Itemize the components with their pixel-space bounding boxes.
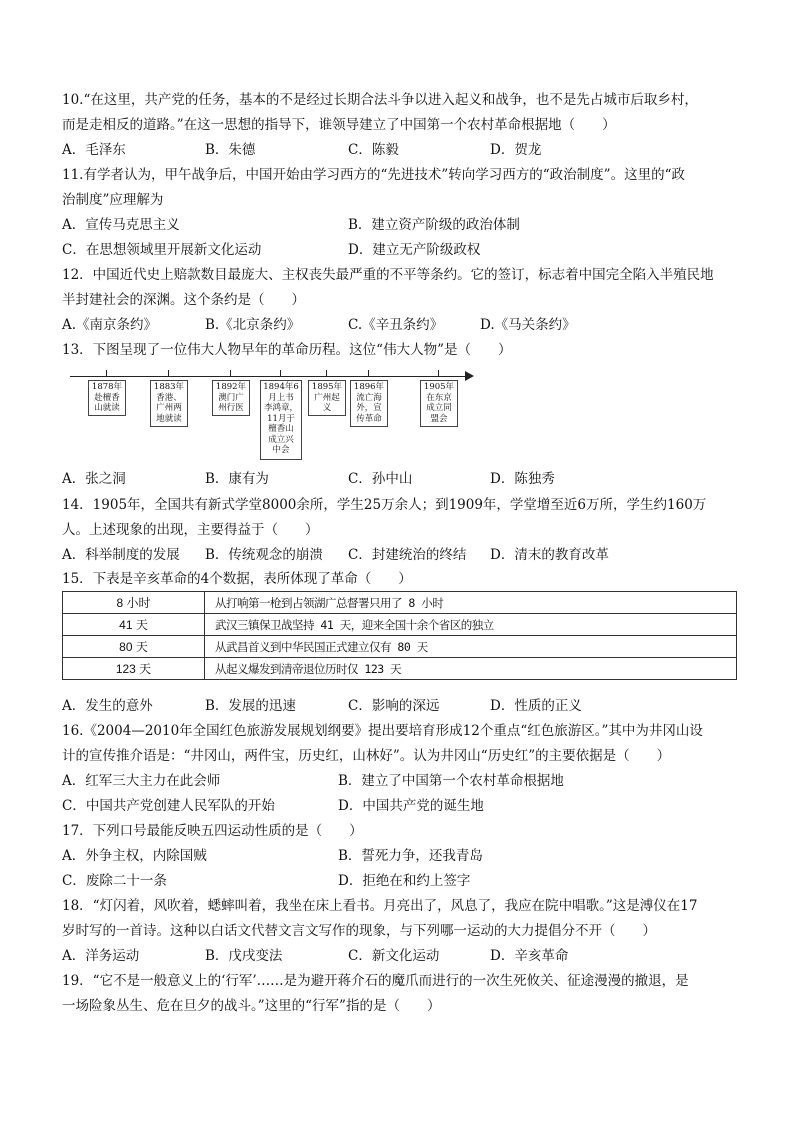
q16-option-a: A．红军三大主力在此会师 [62, 773, 221, 789]
timeline-event: 1905年 在东京 成立同 盟会 [420, 380, 458, 427]
timeline-axis [70, 376, 465, 377]
q15-option-c: C．影响的深远 [348, 698, 440, 714]
q10-stem-line2: 而是走相反的道路。”在这一思想的指导下，谁领导建立了中国第一个农村革命根据地（ ） [62, 117, 616, 133]
table-row [63, 614, 737, 636]
q14-option-a: A．科举制度的发展 [62, 547, 180, 563]
timeline-tick [230, 370, 231, 377]
q12-option-b: B.《北京条约》 [205, 317, 301, 333]
q16-stem-line1: 16.《2004—2010年全国红色旅游发展规划纲要》提出要培育形成12个重点“红色旅游区。”其中为井冈山设 [62, 723, 703, 739]
timeline-tick [438, 370, 439, 377]
q17-option-c: C．废除二十一条 [62, 873, 167, 889]
q19-stem-line2: 一场险象丛生、危在旦夕的战斗。”这里的“行军”指的是（ ） [62, 998, 441, 1014]
q19-stem-line1: 19．“它不是一般意义上的‘行军’……是为避开蒋介石的魔爪而进行的一次生死攸关、征途漫漫的撤退，是 [62, 973, 689, 989]
q18-option-c: C．新文化运动 [348, 948, 440, 964]
q13-option-b: B．康有为 [205, 471, 269, 487]
q10-option-a: A．毛泽东 [62, 142, 126, 158]
timeline-event: 1896年 流亡海 外，宣 传革命 [350, 380, 388, 427]
q12-stem-line1: 12．中国近代史上赔款数目最庞大、主权丧失最严重的不平等条约。它的签订，标志着中国完全陷入半殖民地 [62, 267, 714, 283]
timeline-event: 1883年 香港、 广州两 地就读 [150, 380, 188, 427]
q15-data-table [62, 591, 737, 680]
table-cell-duration: 41 天 [63, 614, 205, 636]
q11-option-b: B．建立资产阶级的政治体制 [348, 217, 520, 233]
q14-option-c: C．封建统治的终结 [348, 547, 467, 563]
q10-option-c: C．陈毅 [348, 142, 399, 158]
q16-option-d: D．中国共产党的诞生地 [338, 798, 484, 814]
q17-option-d: D．拒绝在和约上签字 [338, 873, 471, 889]
timeline-tick [280, 370, 281, 377]
q11-option-a: A．宣传马克思主义 [62, 217, 180, 233]
table-cell-description: 从武昌首义到中华民国正式建立仅有 80 天 [205, 636, 737, 658]
q13-timeline [70, 370, 480, 462]
q15-option-a: A．发生的意外 [62, 698, 153, 714]
q18-stem-line1: 18．“灯闪着，风吹着，蟋蟀叫着，我坐在床上看书。月亮出了，风息了，我应在院中唱歌。”这是溥仪在17 [62, 898, 698, 914]
q10-stem-line1: 10.“在这里，共产党的任务，基本的不是经过长期合法斗争以进入起义和战争，也不是先占城市后取乡村， [62, 92, 698, 108]
table-cell-duration: 123 天 [63, 658, 205, 680]
q12-option-c: C.《辛丑条约》 [348, 317, 444, 333]
timeline-tick [326, 370, 327, 377]
q14-option-b: B．传统观念的崩溃 [205, 547, 323, 563]
timeline-tick [368, 370, 369, 377]
q13-option-a: A．张之洞 [62, 471, 126, 487]
q10-option-d: D．贺龙 [490, 142, 542, 158]
q17-stem: 17．下列口号最能反映五四运动性质的是（ ） [62, 823, 363, 839]
q14-stem-line1: 14．1905年，全国共有新式学堂8000余所，学生25万余人；到1909年，学堂增至近6万所，学生约160万 [62, 497, 707, 513]
q11-stem-line1: 11.有学者认为，甲午战争后，中国开始由学习西方的“先进技术”转向学习西方的“政治制度”。这里的“政 [62, 167, 685, 183]
q16-option-c: C．中国共产党创建人民军队的开始 [62, 798, 275, 814]
table-cell-description: 从打响第一枪到占领湖广总督署只用了 8 小时 [205, 592, 737, 614]
timeline-event: 1878年 赴檀香 山就读 [88, 380, 126, 416]
q15-stem: 15．下表是辛亥革命的4个数据，表所体现了革命（ ） [62, 571, 412, 587]
q13-option-d: D．陈独秀 [490, 471, 555, 487]
table-row [63, 658, 737, 680]
q18-stem-line2: 岁时写的一首诗。这种以白话文代替文言文写作的现象，与下列哪一运动的大力提倡分不开（ ） [62, 923, 656, 939]
q17-option-a: A．外争主权，内除国贼 [62, 848, 207, 864]
q18-option-d: D．辛亥革命 [490, 948, 569, 964]
q12-option-d: D.《马关条约》 [480, 317, 576, 333]
table-cell-duration: 80 天 [63, 636, 205, 658]
q18-option-b: B．戊戌变法 [205, 948, 283, 964]
timeline-arrow [465, 371, 474, 381]
q14-stem-line2: 人。上述现象的出现，主要得益于（ ） [62, 522, 319, 538]
q16-stem-line2: 计的宣传推介语是：“井冈山，两件宝，历史红，山林好”。认为井冈山“历史红”的主要依据是（ ） [62, 748, 671, 764]
table-row [63, 592, 737, 614]
q15-option-d: D．性质的正义 [490, 698, 582, 714]
timeline-event: 1892年 澳门广 州行医 [212, 380, 250, 416]
q16-option-b: B．建立了中国第一个农村革命根据地 [338, 773, 564, 789]
timeline-tick [168, 370, 169, 377]
q14-option-d: D．清末的教育改革 [490, 547, 609, 563]
timeline-tick [106, 370, 107, 377]
timeline-event: 1895年 广州起 义 [308, 380, 346, 416]
q18-option-a: A．洋务运动 [62, 948, 140, 964]
table-row [63, 636, 737, 658]
q12-option-a: A.《南京条约》 [62, 317, 158, 333]
q13-stem: 13．下图呈现了一位伟大人物早年的革命历程。这位“伟大人物”是（ ） [62, 342, 512, 358]
timeline-event: 1894年6 月上书 李鸿章， 11月于 檀香山 成立兴 中会 [260, 380, 302, 460]
q15-option-b: B．发展的迅速 [205, 698, 296, 714]
q11-option-c: C．在思想领域里开展新文化运动 [62, 242, 262, 258]
q12-stem-line2: 半封建社会的深渊。这个条约是（ ） [62, 292, 305, 308]
q13-option-c: C．孙中山 [348, 471, 413, 487]
q11-option-d: D．建立无产阶级政权 [348, 242, 481, 258]
table-cell-description: 从起义爆发到清帝退位历时仅 123 天 [205, 658, 737, 680]
q17-option-b: B．誓死力争，还我青岛 [338, 848, 483, 864]
q10-option-b: B．朱德 [205, 142, 256, 158]
q11-stem-line2: 治制度”应理解为 [62, 192, 164, 208]
table-cell-description: 武汉三镇保卫战坚持 41 天，迎来全国十余个省区的独立 [205, 614, 737, 636]
table-cell-duration: 8 小时 [63, 592, 205, 614]
